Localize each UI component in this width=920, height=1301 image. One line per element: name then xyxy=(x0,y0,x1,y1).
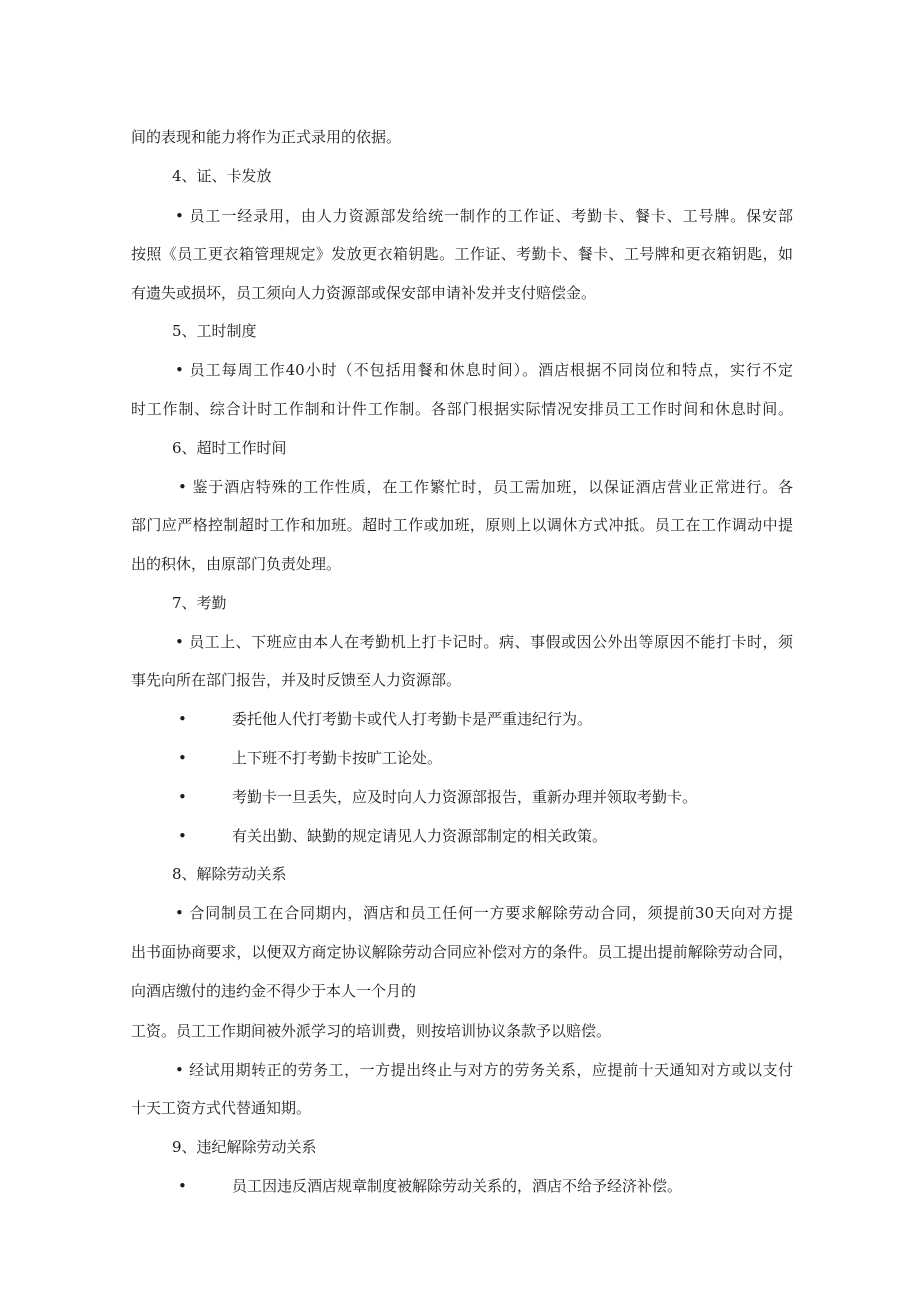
section-8-paragraph-continuation: 工资。员工工作期间被外派学习的培训费，则按培训协议条款予以赔偿。 xyxy=(131,1022,612,1040)
section-7-paragraph-line: • 员工上、下班应由本人在考勤机上打卡记时。病、事假或因公外出等原因不能打卡时，须 xyxy=(175,633,793,651)
section-8-paragraph-line: 向酒店缴付的违约金不得少于本人一个月的 xyxy=(131,982,417,1000)
section-6-paragraph-line: 出的积休，由原部门负责处理。 xyxy=(131,555,342,573)
section-4-heading: 4、证、卡发放 xyxy=(172,167,272,185)
list-item-text: 员工因违反酒店规章制度被解除劳动关系的，酒店不给予经济补偿。 xyxy=(232,1177,683,1195)
list-item-text: 上下班不打考勤卡按旷工论处。 xyxy=(232,749,443,767)
section-8-paragraph-line: • 经试用期转正的劳务工，一方提出终止与对方的劳务关系，应提前十天通知对方或以支付 xyxy=(175,1061,793,1079)
section-8-paragraph-line: 出书面协商要求，以便双方商定协议解除劳动合同应补偿对方的条件。员工提出提前解除劳动合同， xyxy=(131,943,793,961)
section-4-paragraph-line: 有遗失或损坏，员工须向人力资源部或保安部申请补发并支付赔偿金。 xyxy=(131,284,597,302)
section-4-paragraph-line: 按照《员工更衣箱管理规定》发放更衣箱钥匙。工作证、考勤卡、餐卡、工号牌和更衣箱钥匙，如 xyxy=(131,245,793,263)
section-6-paragraph-line: • 鉴于酒店特殊的工作性质，在工作繁忙时，员工需加班，以保证酒店营业正常进行。各 xyxy=(178,478,793,496)
section-6-heading: 6、超时工作时间 xyxy=(172,439,287,457)
bullet-icon: • xyxy=(178,1177,187,1195)
section-6-paragraph-line: 部门应严格控制超时工作和加班。超时工作或加班，原则上以调休方式冲抵。员工在工作调动中提 xyxy=(131,516,793,534)
list-item-text: 考勤卡一旦丢失，应及时向人力资源部报告，重新办理并领取考勤卡。 xyxy=(232,788,698,806)
bullet-icon: • xyxy=(178,710,187,728)
section-8-paragraph-line: 十天工资方式代替通知期。 xyxy=(131,1099,312,1117)
bullet-icon: • xyxy=(178,788,187,806)
bullet-icon: • xyxy=(178,827,187,845)
section-8-paragraph-line: • 合同制员工在合同期内，酒店和员工任何一方要求解除劳动合同，须提前30天向对方提 xyxy=(175,904,793,922)
section-4-paragraph-line: • 员工一经录用，由人力资源部发给统一制作的工作证、考勤卡、餐卡、工号牌。保安部 xyxy=(175,207,793,225)
intro-line: 间的表现和能力将作为正式录用的依据。 xyxy=(131,128,402,146)
section-7-heading: 7、考勤 xyxy=(172,594,227,612)
section-8-heading: 8、解除劳动关系 xyxy=(172,865,287,883)
list-item-text: 有关出勤、缺勤的规定请见人力资源部制定的相关政策。 xyxy=(232,827,608,845)
section-5-paragraph-line: • 员工每周工作40小时（不包括用餐和休息时间）。酒店根据不同岗位和特点，实行不定 xyxy=(175,361,793,379)
section-5-paragraph-line: 时工作制、综合计时工作制和计件工作制。各部门根据实际情况安排员工工作时间和休息时间。 xyxy=(131,400,793,418)
list-item-text: 委托他人代打考勤卡或代人打考勤卡是严重违纪行为。 xyxy=(232,710,593,728)
section-9-heading: 9、违纪解除劳动关系 xyxy=(172,1138,317,1156)
section-5-heading: 5、工时制度 xyxy=(172,322,257,340)
section-7-paragraph-line: 事先向所在部门报告，并及时反馈至人力资源部。 xyxy=(131,671,462,689)
bullet-icon: • xyxy=(178,749,187,767)
